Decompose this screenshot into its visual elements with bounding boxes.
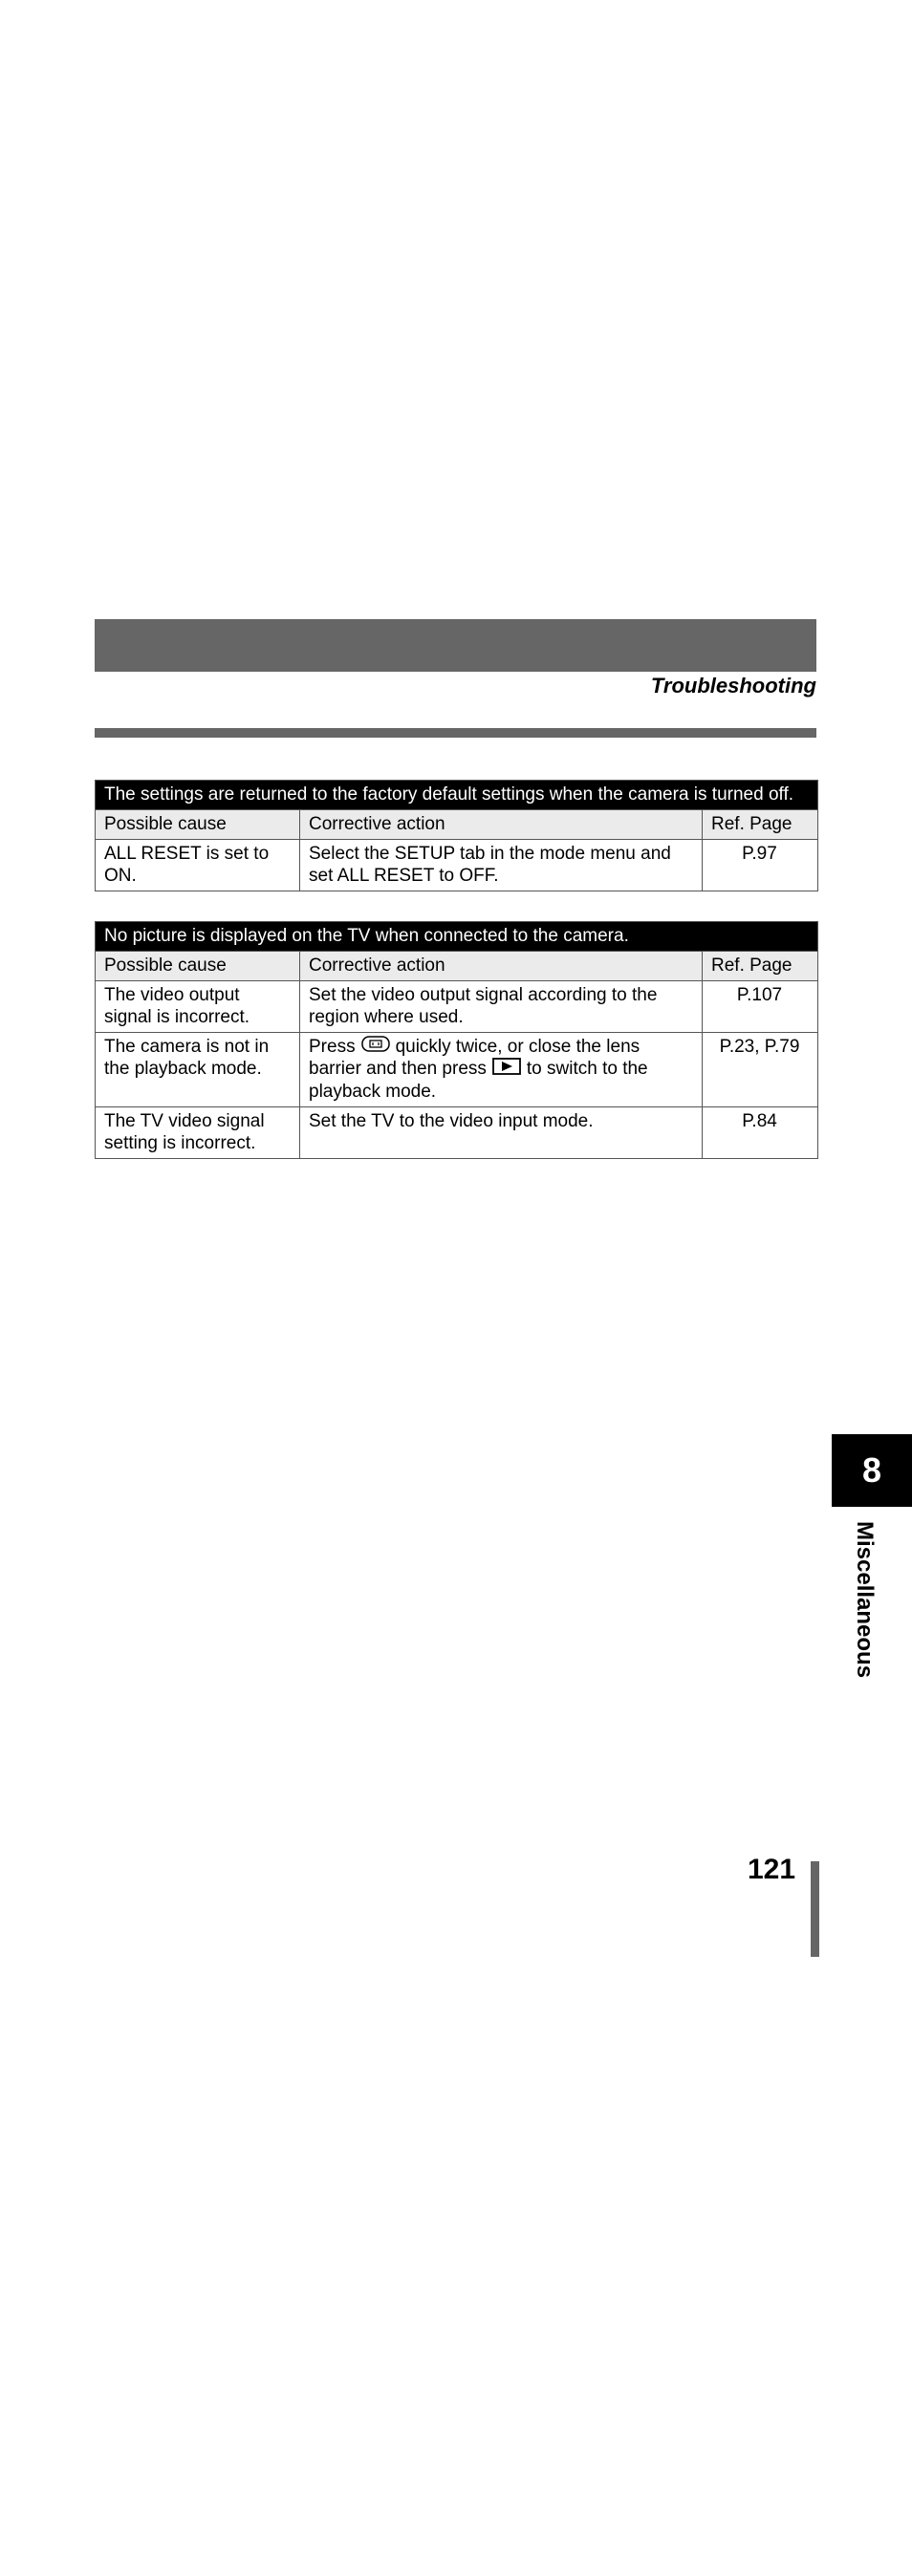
page-number: 121 — [748, 1854, 796, 1885]
action-text-mid: quickly twice, or close the lens barrier and then press — [309, 1037, 641, 1080]
troubleshooting-table-settings-reset — [95, 780, 818, 891]
chapter-number-tab: 8 — [832, 1434, 912, 1507]
table-header-row — [96, 952, 818, 981]
page-number-bar — [811, 1861, 819, 1957]
table-row — [96, 981, 818, 1033]
action-text-press: Press — [309, 1037, 356, 1057]
cell-cause: ALL RESET is set to ON. — [96, 840, 300, 891]
header-possible-cause: Possible cause — [96, 952, 300, 981]
cell-ref: P.97 — [703, 840, 818, 891]
action-text-end: to switch to the playback mode. — [309, 1059, 648, 1103]
header-ref-page: Ref. Page — [703, 952, 818, 981]
table-caption: No picture is displayed on the TV when connected to the camera. — [96, 922, 818, 952]
cell-ref: P.107 — [703, 981, 818, 1033]
play-button-icon — [492, 1058, 521, 1081]
header-possible-cause: Possible cause — [96, 810, 300, 840]
header-corrective-action: Corrective action — [300, 952, 703, 981]
cell-action — [300, 1033, 703, 1107]
display-button-icon — [361, 1036, 390, 1058]
cell-cause: The camera is not in the playback mode. — [96, 1033, 300, 1107]
header-ref-page: Ref. Page — [703, 810, 818, 840]
cell-ref: P.23, P.79 — [703, 1033, 818, 1107]
cell-action: Set the TV to the video input mode. — [300, 1107, 703, 1159]
section-title: Troubleshooting — [650, 674, 816, 698]
table-row — [96, 840, 818, 891]
section-rule — [95, 728, 816, 738]
cell-action: Select the SETUP tab in the mode menu and set ALL RESET to OFF. — [300, 840, 703, 891]
header-bar — [95, 619, 816, 672]
cell-cause: The video output signal is incorrect. — [96, 981, 300, 1033]
table-row — [96, 1033, 818, 1107]
cell-action: Set the video output signal according to the region where used. — [300, 981, 703, 1033]
table-caption: The settings are returned to the factory default settings when the camera is turned off. — [96, 781, 818, 810]
header-corrective-action: Corrective action — [300, 810, 703, 840]
chapter-label: Miscellaneous — [852, 1521, 878, 1679]
table-header-row — [96, 810, 818, 840]
table-row — [96, 1107, 818, 1159]
cell-cause: The TV video signal setting is incorrect. — [96, 1107, 300, 1159]
troubleshooting-table-tv-display — [95, 921, 818, 1159]
cell-ref: P.84 — [703, 1107, 818, 1159]
